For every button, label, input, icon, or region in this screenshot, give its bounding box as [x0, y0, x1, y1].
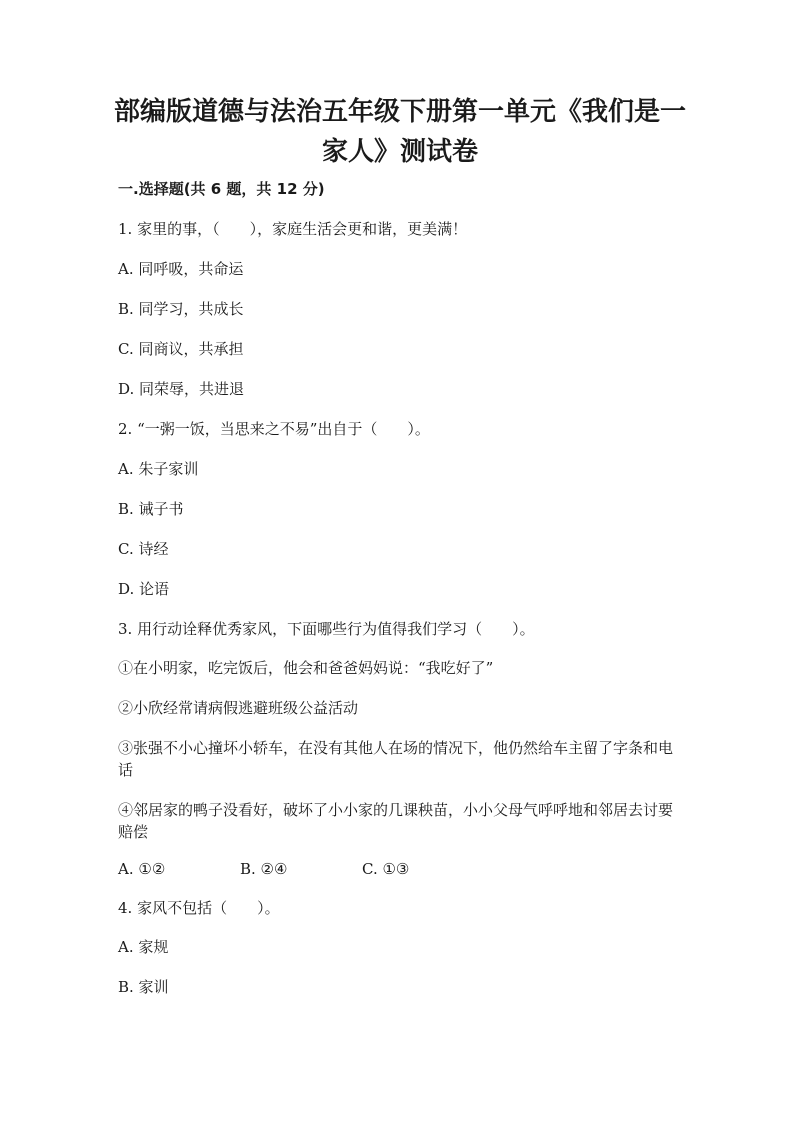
title-line-2: 家人》测试卷 [321, 137, 478, 167]
question-3-stem: 3. 用行动诠释优秀家风，下面哪些行为值得我们学习（ ）。 [118, 620, 535, 638]
question-3-statement-2: ②小欣经常请病假逃避班级公益活动 [118, 699, 359, 717]
question-1-option-b: B. 同学习，共成长 [118, 300, 244, 318]
question-3-statement-3: ③张强不小心撞坏小轿车，在没有其他人在场的情况下，他仍然给车主留了字条和电话 [118, 739, 674, 779]
question-2-option-d: D. 论语 [118, 580, 170, 598]
question-2-stem: 2. “一粥一饭，当思来之不易”出自于（ ）。 [118, 420, 430, 438]
question-1-stem: 1. 家里的事，（ ），家庭生活会更和谐，更美满！ [118, 220, 468, 238]
question-1-option-d: D. 同荣辱，共进退 [118, 380, 245, 398]
question-3-option-b: B. ②④ [240, 860, 288, 878]
question-3-statement-1: ①在小明家，吃完饭后，他会和爸爸妈妈说：“我吃好了” [118, 659, 494, 677]
section-heading: 一.选择题(共 6 题，共 12 分) [118, 180, 325, 198]
question-4-option-b: B. 家训 [118, 978, 169, 996]
question-4-stem: 4. 家风不包括（ ）。 [118, 899, 280, 917]
question-2-option-c: C. 诗经 [118, 540, 169, 558]
question-2-option-a: A. 朱子家训 [118, 460, 199, 478]
question-3-option-a: A. ①② [118, 860, 166, 878]
question-2-option-b: B. 诫子书 [118, 500, 184, 518]
question-3-option-c: C. ①③ [362, 860, 410, 878]
question-3-statement-4: ④邻居家的鸭子没看好，破坏了小小家的几课秧苗，小小父母气呼呼地和邻居去讨要赔偿 [118, 801, 674, 841]
title-line-1: 部编版道德与法治五年级下册第一单元《我们是一 [113, 97, 686, 127]
question-1-option-a: A. 同呼吸，共命运 [118, 260, 244, 278]
question-4-option-a: A. 家规 [118, 938, 169, 956]
question-1-option-c: C. 同商议，共承担 [118, 340, 244, 358]
page-title [100, 92, 700, 172]
